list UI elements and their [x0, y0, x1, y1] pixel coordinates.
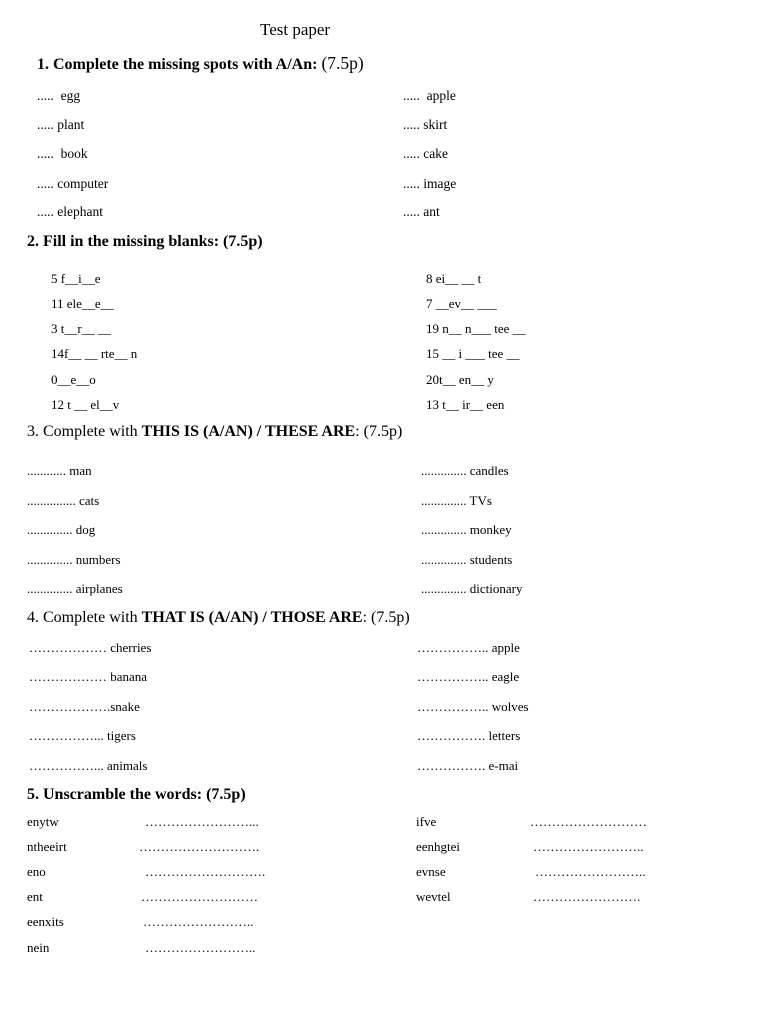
scrambled-word: ifve [416, 814, 437, 829]
list-item: 11 ele__e__ [51, 296, 114, 311]
list-item: ..... plant [37, 117, 85, 132]
answer-blank: ……………………… [530, 814, 647, 829]
list-item: .............. candles [421, 463, 509, 478]
answer-blank: …………………….. [535, 864, 646, 879]
list-item: ..... cake [403, 146, 448, 161]
answer-blank: ………………………. [145, 864, 266, 879]
list-item: 20t__ en__ y [426, 372, 494, 387]
answer-blank: ……………………... [145, 814, 259, 829]
list-item: ……………... animals [29, 758, 148, 773]
list-item: 12 t __ el__v [51, 397, 120, 412]
section-3-points: : (7.5p) [355, 423, 403, 440]
list-item: ……………. letters [417, 728, 521, 743]
list-item: ..... elephant [37, 204, 103, 219]
list-item: ..... computer [37, 176, 109, 191]
scrambled-word: ent [27, 889, 43, 904]
list-item: ..... book [37, 146, 88, 161]
answer-blank: …………………….. [533, 839, 644, 854]
list-item: …………….. eagle [417, 669, 520, 684]
scrambled-word: enytw [27, 814, 59, 829]
scrambled-word: ntheeirt [27, 839, 67, 854]
section-3-heading [27, 424, 402, 440]
list-item: ............... cats [27, 493, 100, 508]
section-4-heading-phrase: THAT IS (A/AN) / THOSE ARE [141, 609, 363, 626]
section-1-heading-text: 1. Complete the missing spots with A/An: [37, 56, 322, 73]
list-item: 13 t__ ir__ een [426, 397, 505, 412]
section-3-heading-text: 3. Complete with [27, 423, 142, 440]
list-item: 8 ei__ __ t [426, 271, 482, 286]
scrambled-word: nein [27, 940, 50, 955]
section-4-points: : (7.5p) [362, 609, 410, 626]
scrambled-word: evnse [416, 864, 446, 879]
list-item: 5 f__i__e [51, 271, 101, 286]
list-item: 15 __ i ___ tee __ [426, 346, 520, 361]
list-item: ……………… cherries [29, 640, 152, 655]
answer-blank: ………………………. [139, 839, 260, 854]
list-item: ……………….snake [29, 699, 140, 714]
list-item: 19 n__ n___ tee __ [426, 321, 526, 336]
list-item: ..... egg [37, 88, 81, 103]
scrambled-word: wevtel [416, 889, 451, 904]
section-5-heading: 5. Unscramble the words: (7.5p) [27, 786, 246, 803]
scrambled-word: eno [27, 864, 46, 879]
section-1-heading [37, 55, 364, 73]
list-item: …………….. apple [417, 640, 520, 655]
section-2-heading: 2. Fill in the missing blanks: (7.5p) [27, 233, 263, 250]
list-item: .............. monkey [421, 522, 512, 537]
scrambled-word: eenxits [27, 914, 64, 929]
list-item: .............. dictionary [421, 581, 523, 596]
list-item: ............ man [27, 463, 92, 478]
list-item: ..... ant [403, 204, 440, 219]
list-item: …………….. wolves [417, 699, 529, 714]
section-3-heading-phrase: THIS IS (A/AN) / THESE ARE [141, 423, 356, 440]
list-item: 14f__ __ rte__ n [51, 346, 138, 361]
list-item: 3 t__r__ __ [51, 321, 111, 336]
list-item: ..... skirt [403, 117, 448, 132]
section-1-points: (7.5p) [321, 53, 364, 73]
list-item: .............. airplanes [27, 581, 123, 596]
list-item: 7 __ev__ ___ [426, 296, 497, 311]
list-item: ……………. e-mai [417, 758, 519, 773]
list-item: 0__e__o [51, 372, 96, 387]
list-item: .............. students [421, 552, 513, 567]
list-item: .............. dog [27, 522, 96, 537]
list-item: ..... image [403, 176, 457, 191]
answer-blank: …………………….. [145, 940, 256, 955]
page-title: Test paper [260, 20, 331, 39]
list-item: .............. TVs [421, 493, 492, 508]
list-item: .............. numbers [27, 552, 121, 567]
list-item: ..... apple [403, 88, 456, 103]
list-item: ……………... tigers [29, 728, 136, 743]
section-4-heading-text: 4. Complete with [27, 609, 142, 626]
scrambled-word: eenhgtei [416, 839, 461, 854]
answer-blank: ……………………… [141, 889, 258, 904]
section-4-heading [27, 610, 410, 626]
answer-blank: …………………….. [143, 914, 254, 929]
list-item: ……………… banana [29, 669, 148, 684]
answer-blank: ……………………. [533, 889, 641, 904]
